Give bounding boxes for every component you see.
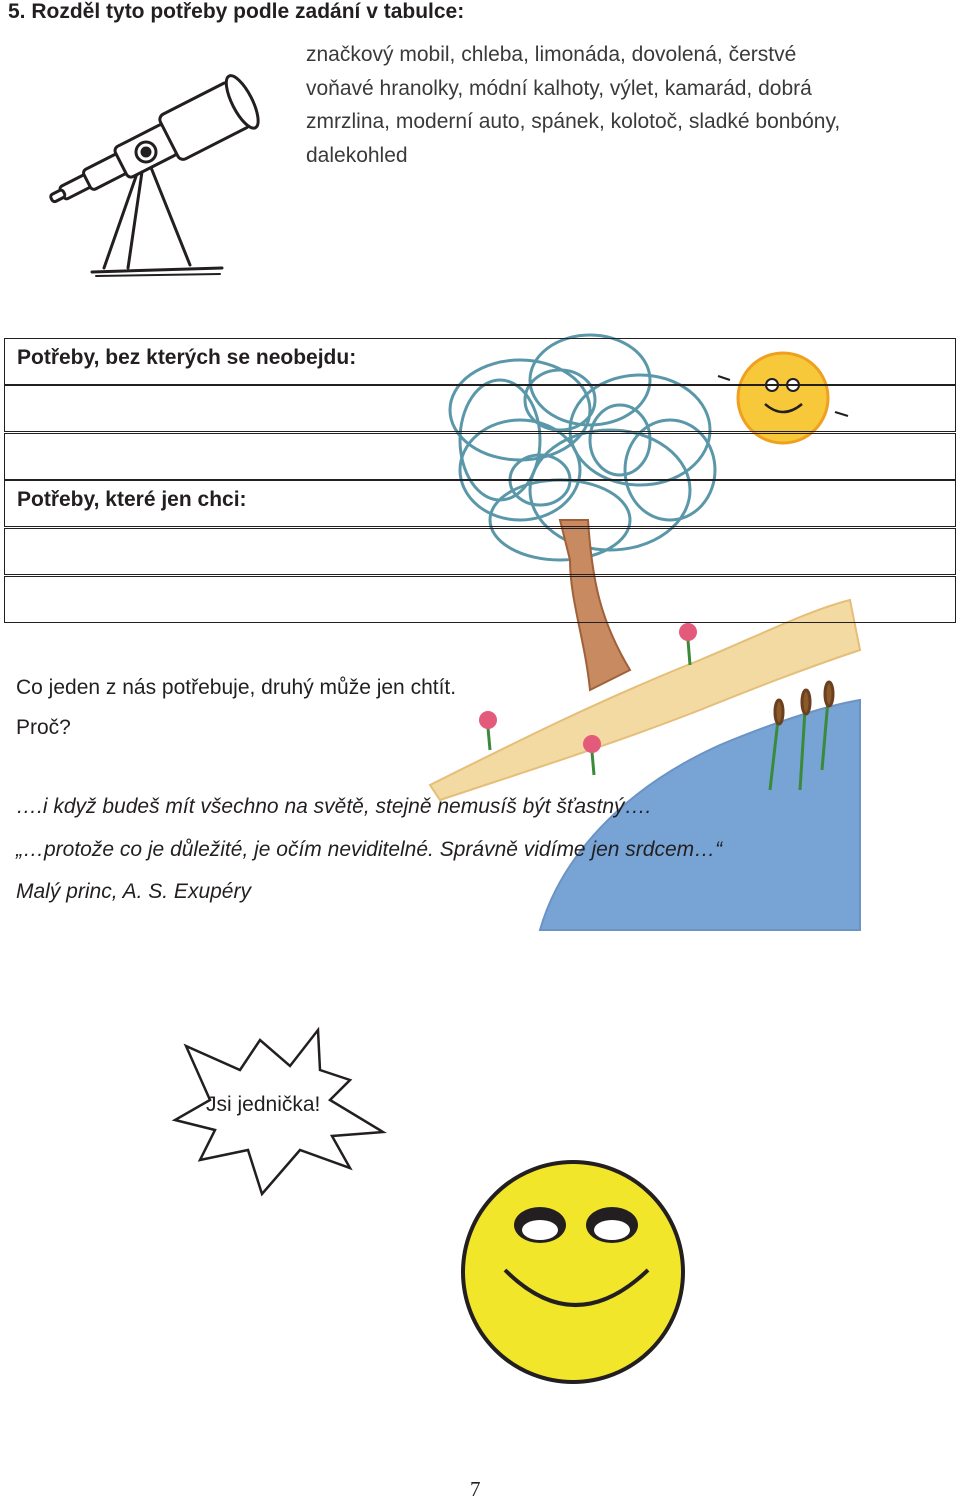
needs-answer-row[interactable] bbox=[4, 385, 956, 432]
word-list-line: značkový mobil, chleba, limonáda, dovolená, čerstvé bbox=[306, 43, 797, 66]
word-list-line: voňavé hranolky, módní kalhoty, výlet, kamarád, dobrá bbox=[306, 76, 812, 100]
quote-attribution: Malý princ, A. S. Exupéry bbox=[16, 880, 251, 903]
exercise-heading: 5. Rozděl tyto potřeby podle zadání v tabulce: bbox=[8, 0, 465, 23]
discussion-question bbox=[16, 668, 456, 748]
smiley-illustration bbox=[463, 1162, 683, 1382]
question-line: Co jeden z nás potřebuje, druhý může jen chtít. bbox=[16, 676, 457, 699]
wants-answer-row[interactable] bbox=[4, 528, 956, 575]
word-list-line: dalekohled bbox=[306, 143, 408, 167]
needs-answer-row[interactable] bbox=[4, 433, 956, 480]
wants-answer-row[interactable] bbox=[4, 576, 956, 623]
telescope-illustration bbox=[38, 72, 264, 276]
needs-table bbox=[4, 338, 958, 624]
question-line: Proč? bbox=[16, 716, 71, 739]
badge-text: Jsi jednička! bbox=[206, 1093, 321, 1116]
quote-line: „…protože co je důležité, je očím neviditelné. Správně vidíme jen srdcem…“ bbox=[16, 838, 723, 861]
needs-row-header bbox=[4, 338, 956, 385]
word-list-line: zmrzlina, moderní auto, spánek, kolotoč, sladké bonbóny, bbox=[306, 110, 841, 133]
needs-label: Potřeby, bez kterých se neobejdu: bbox=[17, 346, 357, 369]
wants-label: Potřeby, které jen chci: bbox=[17, 488, 247, 511]
quote-line: ….i když budeš mít všechno na světě, stejně nemusíš být šťastný…. bbox=[16, 795, 652, 818]
page-number: 7 bbox=[470, 1477, 481, 1501]
wants-row-header bbox=[4, 480, 956, 527]
